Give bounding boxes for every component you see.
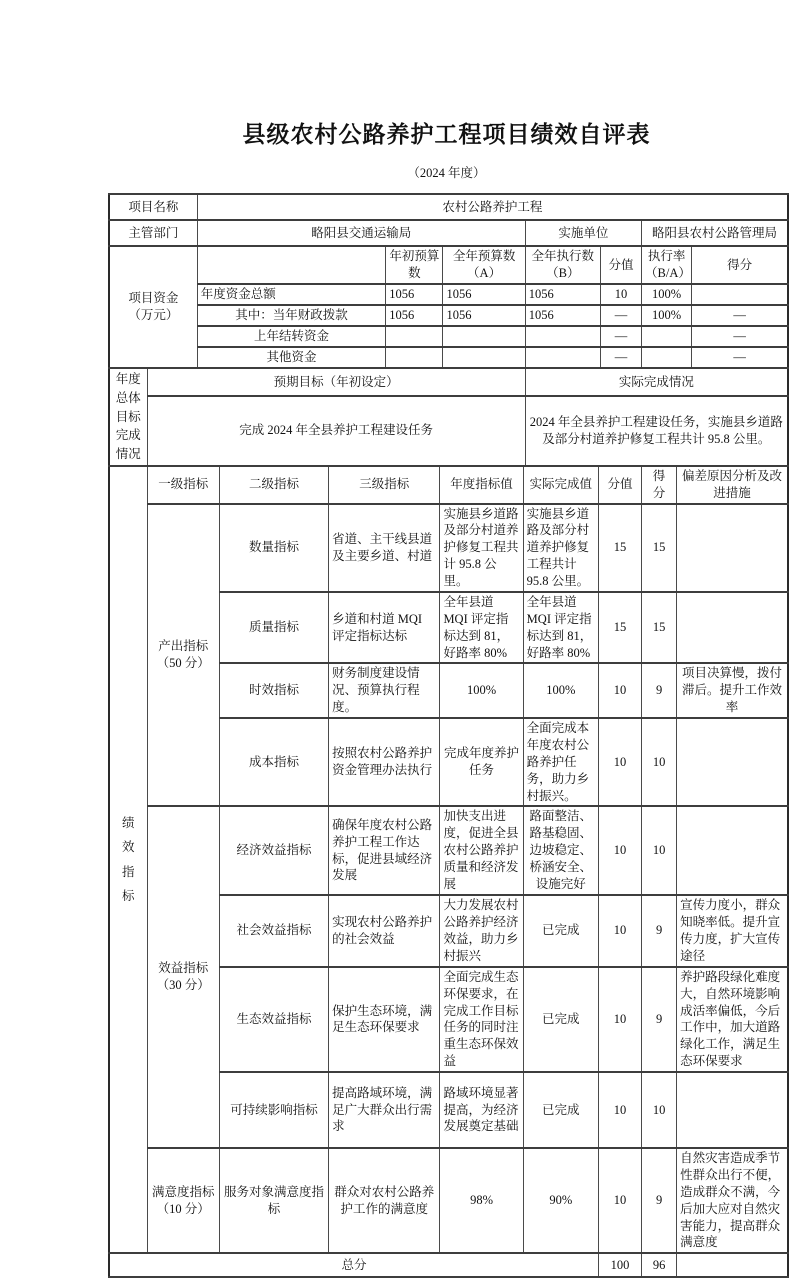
funding-header-rate: 执行率（B/A） (642, 246, 692, 284)
funding-row-total (109, 284, 788, 305)
goal-content-row (109, 396, 788, 466)
expected-goal-header: 预期目标（年初设定） (147, 368, 525, 396)
level3-label: 按照农村公路养护资金管理办法执行 (329, 718, 440, 806)
expected-goal-value: 完成 2024 年全县养护工程建设任务 (147, 396, 525, 466)
funding-initial (386, 347, 443, 368)
indicators-table (108, 465, 789, 1278)
total-score: 96 (642, 1253, 677, 1277)
actual-value: 全年县道 MQI 评定指标达到 81，好路率 80% (523, 592, 598, 664)
score-value: 9 (642, 663, 677, 718)
level3-label: 保护生态环境，满足生态环保要求 (329, 967, 440, 1072)
deviation-value (677, 1072, 788, 1148)
score-value: 9 (642, 967, 677, 1072)
target-value: 路域环境显著提高，为经济发展奠定基础 (440, 1072, 523, 1148)
funding-score (692, 284, 788, 305)
self-evaluation-form (108, 193, 789, 1278)
indicators-header-row (109, 466, 788, 504)
weight-value: 15 (598, 504, 641, 592)
header-score: 得分 (642, 466, 677, 504)
total-weight: 100 (598, 1253, 641, 1277)
score-value: 15 (642, 592, 677, 664)
target-value: 完成年度养护任务 (440, 718, 523, 806)
dept-label: 主管部门 (109, 220, 197, 246)
funding-row-name: 年度资金总额 (197, 284, 386, 305)
funding-header-budget: 全年预算数（A） (443, 246, 525, 284)
project-name-value: 农村公路养护工程 (197, 194, 788, 220)
funding-rate (642, 347, 692, 368)
level3-label: 提高路域环境，满足广大群众出行需求 (329, 1072, 440, 1148)
total-score-row (109, 1253, 788, 1277)
indicator-row-economic (109, 806, 788, 894)
level3-label: 省道、主干线县道及主要乡道、村道 (329, 504, 440, 592)
deviation-value: 养护路段绿化难度大，自然环境影响成活率偏低，今后工作中，加大道路绿化工作，满足生态环保要求 (677, 967, 788, 1072)
funding-budget (443, 326, 525, 347)
level1-satisfaction: 满意度指标 （10 分） (147, 1148, 219, 1253)
funding-row-name: 其中：当年财政拨款 (197, 305, 386, 326)
target-value: 100% (440, 663, 523, 718)
header-deviation: 偏差原因分析及改进措施 (677, 466, 788, 504)
indicator-row-quantity (109, 504, 788, 592)
funding-rate: 100% (642, 284, 692, 305)
funding-row-carryover (109, 326, 788, 347)
basic-and-funding-table (108, 193, 789, 369)
weight-value: 10 (598, 1148, 641, 1253)
weight-value: 10 (598, 718, 641, 806)
funding-weight: — (600, 347, 641, 368)
funding-row-other (109, 347, 788, 368)
level3-label: 乡道和村道 MQI 评定指标达标 (329, 592, 440, 664)
deviation-value (677, 806, 788, 894)
funding-row-fiscal (109, 305, 788, 326)
header-actual: 实际完成值 (523, 466, 598, 504)
actual-value: 已完成 (523, 1072, 598, 1148)
level3-label: 群众对农村公路养护工作的满意度 (329, 1148, 440, 1253)
actual-value: 实施县乡道路及部分村道养护修复工程共计 95.8 公里。 (523, 504, 598, 592)
funding-initial: 1056 (386, 305, 443, 326)
funding-header-score: 得分 (692, 246, 788, 284)
score-value: 10 (642, 1072, 677, 1148)
goal-section-label: 年度总体目标完成情况 (109, 368, 147, 466)
funding-header-exec: 全年执行数（B） (525, 246, 600, 284)
target-value: 全面完成生态环保要求，在完成工作目标任务的同时注重生态环保效益 (440, 967, 523, 1072)
indicator-row-satisfaction (109, 1148, 788, 1253)
funding-score: — (692, 347, 788, 368)
funding-weight: — (600, 305, 641, 326)
weight-value: 10 (598, 895, 641, 967)
target-value: 加快支出进度，促进全县农村公路养护质量和经济发展 (440, 806, 523, 894)
funding-section-label: 项目资金 （万元） (109, 246, 197, 368)
actual-value: 已完成 (523, 967, 598, 1072)
score-value: 10 (642, 806, 677, 894)
funding-header-row (109, 246, 788, 284)
funding-exec (525, 347, 600, 368)
impl-unit-label: 实施单位 (525, 220, 641, 246)
table-row (109, 220, 788, 246)
deviation-value: 自然灾害造成季节性群众出行不便，造成群众不满，今后加大应对自然灾害能力，提高群众满意度 (677, 1148, 788, 1253)
actual-value: 全面完成本年度农村公路养护任务，助力乡村振兴。 (523, 718, 598, 806)
level3-label: 确保年度农村公路养护工程工作达标，促进县域经济发展 (329, 806, 440, 894)
deviation-value: 宣传力度小，群众知晓率低。提升宣传力度，扩大宣传途径 (677, 895, 788, 967)
level3-label: 财务制度建设情况、预算执行程度。 (329, 663, 440, 718)
level2-label: 成本指标 (219, 718, 328, 806)
dept-value: 略阳县交通运输局 (197, 220, 525, 246)
indicators-section-label: 绩效指标 (109, 466, 147, 1254)
annual-goal-table (108, 367, 789, 467)
funding-rate (642, 326, 692, 347)
header-target: 年度指标值 (440, 466, 523, 504)
weight-value: 10 (598, 1072, 641, 1148)
funding-row-name: 其他资金 (197, 347, 386, 368)
level1-output: 产出指标 （50 分） (147, 504, 219, 807)
funding-initial: 1056 (386, 284, 443, 305)
weight-value: 10 (598, 967, 641, 1072)
level2-label: 服务对象满意度指标 (219, 1148, 328, 1253)
funding-rate: 100% (642, 305, 692, 326)
total-deviation (677, 1253, 788, 1277)
target-value: 98% (440, 1148, 523, 1253)
weight-value: 10 (598, 663, 641, 718)
actual-completion-header: 实际完成情况 (525, 368, 788, 396)
page-subtitle: （2024 年度） (407, 166, 486, 180)
actual-value: 90% (523, 1148, 598, 1253)
level2-label: 数量指标 (219, 504, 328, 592)
score-value: 9 (642, 895, 677, 967)
funding-exec: 1056 (525, 305, 600, 326)
actual-value: 已完成 (523, 895, 598, 967)
level1-benefit: 效益指标 （30 分） (147, 806, 219, 1148)
funding-exec: 1056 (525, 284, 600, 305)
deviation-value (677, 592, 788, 664)
weight-value: 15 (598, 592, 641, 664)
page-title: 县级农村公路养护工程项目绩效自评表 (242, 122, 651, 147)
funding-weight: — (600, 326, 641, 347)
deviation-value: 项目决算慢，拨付滞后。提升工作效率 (677, 663, 788, 718)
header-level1: 一级指标 (147, 466, 219, 504)
goal-header-row (109, 368, 788, 396)
funding-score: — (692, 305, 788, 326)
score-value: 10 (642, 718, 677, 806)
deviation-value (677, 504, 788, 592)
funding-score: — (692, 326, 788, 347)
target-value: 大力发展农村公路养护经济效益，助力乡村振兴 (440, 895, 523, 967)
actual-completion-value: 2024 年全县养护工程建设任务，实施县乡道路及部分村道养护修复工程共计 95.8 公里。 (525, 396, 788, 466)
score-value: 9 (642, 1148, 677, 1253)
weight-value: 10 (598, 806, 641, 894)
header-level3: 三级指标 (329, 466, 440, 504)
project-name-label: 项目名称 (109, 194, 197, 220)
funding-subheader-blank (197, 246, 386, 284)
funding-header-weight: 分值 (600, 246, 641, 284)
funding-row-name: 上年结转资金 (197, 326, 386, 347)
level2-label: 社会效益指标 (219, 895, 328, 967)
funding-weight: 10 (600, 284, 641, 305)
actual-value: 路面整洁、路基稳固、边坡稳定、桥涵安全、设施完好 (523, 806, 598, 894)
level2-label: 生态效益指标 (219, 967, 328, 1072)
target-value: 全年县道 MQI 评定指标达到 81，好路率 80% (440, 592, 523, 664)
funding-header-initial: 年初预算数 (386, 246, 443, 284)
impl-unit-value: 略阳县农村公路管理局 (642, 220, 788, 246)
deviation-value (677, 718, 788, 806)
total-label: 总分 (109, 1253, 598, 1277)
header-weight: 分值 (598, 466, 641, 504)
actual-value: 100% (523, 663, 598, 718)
table-row (109, 194, 788, 220)
funding-budget: 1056 (443, 284, 525, 305)
funding-initial (386, 326, 443, 347)
level2-label: 质量指标 (219, 592, 328, 664)
level2-label: 可持续影响指标 (219, 1072, 328, 1148)
level2-label: 经济效益指标 (219, 806, 328, 894)
funding-exec (525, 326, 600, 347)
level3-label: 实现农村公路养护的社会效益 (329, 895, 440, 967)
funding-budget: 1056 (443, 305, 525, 326)
funding-budget (443, 347, 525, 368)
level2-label: 时效指标 (219, 663, 328, 718)
target-value: 实施县乡道路及部分村道养护修复工程共计 95.8 公里。 (440, 504, 523, 592)
header-level2: 二级指标 (219, 466, 328, 504)
score-value: 15 (642, 504, 677, 592)
